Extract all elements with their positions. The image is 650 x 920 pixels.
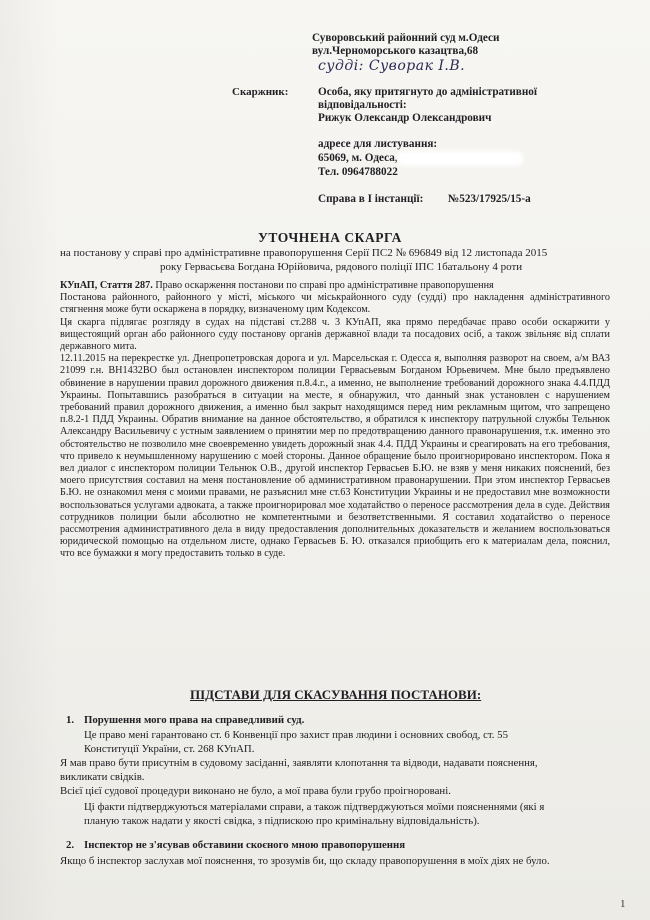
grounds-heading: ПІДСТАВИ ДЛЯ СКАСУВАННЯ ПОСТАНОВИ:	[190, 687, 482, 702]
article-heading: Право оскарження постанови по справі про адміністративне правопорушення	[152, 280, 494, 291]
complainant-label: Скаржник:	[232, 86, 289, 98]
redacted-address	[400, 154, 520, 163]
section-1-number: 1.	[66, 714, 75, 726]
section-1-line-3: Я мав право бути присутнім в судовому засіданні, заявляти клопотання та відводи, надавати пояснення,	[60, 757, 538, 769]
incident-description: 12.11.2015 на перекрестке ул. Днепропетровская дорога и ул. Марсельская г. Одесса я, выполняя разворот на своем, а/м ВАЗ 21099 г.н. ВН1432ВО был остановлен инспектором полиции Гервасьевым Богданом Юрьевичем. Мне было предъявлено обвинение в нарушении правил дорожного движения п.8.4.г., а именно, не выполнение требований дорожного знака 4.4.ПДД Украины. Попытавшись разобраться в ситуации на месте, я обнаружил, что данный знак установлен с нарушением требований правил дорожного движения, а именно был закрыт находящимся перед ним рекламным щитом, что запрещено п.8.2-1 ПДД Украины. Обратив внимание на данное обстоятельство, я обратился к инспектору патрульной службы Тельнюк Александру Васильевичу с устным заявлением о принятии мер по предотвращению данного правонарушения, т.к. именно это обстоятельство не позволило мне своевременно увидеть дорожный знак 4.4. ПДД Украины и среагировать на его требования, что привело к неумышленному нарушению с моей стороны. Данное обращение было проигнорировано инспектором. Пока я вел диалог с инспектором полиции Тельнюк О.В., другой инспектор Гервасьев Б.Ю. не взяв у меня никаких пояснений, без моего присутствия составил на меня постановление об административном правонарушении. При этом инспектор Гервасьев Б.Ю. не ознакомил меня с моими правами, не разъяснил мне ст.63 Конституции Украины и не предоставил мне возможности воспользоваться услугами адвоката, а также проигнорировал мое ходатайство о переносе рассмотрения дела в суде. Действия сотрудников полиции были абсолютно не компетентными и безответственными. Я составил ходатайство о переносе рассмотрения административного дела в виду предоставления дополнительных доказательств и желанием воспользоваться юридической помощью на отдельном листе, однако Гервасьев Б. Ю. отказался приобщить его к материалам дела, пояснил, что все бумажки я могу предоставить только в суде.	[60, 353, 610, 560]
article-paragraph	[60, 280, 610, 292]
section-1-line-2: Конституції України, ст. 268 КУпАП.	[84, 743, 255, 755]
section-1-title: Порушення мого права на справедливий суд.	[84, 714, 305, 726]
section-1-line-7: планую також надати у якості свідка, з підпискою про кримінальну відповідальність).	[84, 815, 480, 827]
court-address: вул.Черноморського казацтва,68	[312, 45, 479, 57]
complainant-name: Рижук Олександр Олександрович	[318, 112, 492, 124]
section-1-line-5: Всієї цієї судової процедури виконано не було, а мої права були грубо проігноровані.	[60, 785, 451, 797]
legal-basis-paragraph: Ця скарга підлягає розгляду в судах на підставі ст.288 ч. 3 КУпАП, яка прямо передбачає право особи оскаржити у вищестоящий орган або районного суду постанову органів державної влади та посадових осіб, а також звільняє від сплати державного мита.	[60, 316, 610, 353]
address-label: адресе для листування:	[318, 138, 438, 150]
article-text: Постанова районного, районного у місті, міського чи міськрайонного суду (судді) про накладення адміністративного стягнення може бути оскаржена в порядку, визначеному цим Кодексом.	[60, 292, 610, 316]
title-subline-2: року Гервасьєва Богдана Юрійовича, рядового поліції ІПС 1батальону 4 роти	[160, 261, 523, 273]
section-2-title: Інспектор не з'ясував обставини скоєного мною правопорушення	[84, 839, 406, 851]
judge-handwritten-note: судді: Суворак І.В.	[318, 58, 466, 74]
court-name: Суворовський районний суд м.Одеси	[312, 32, 500, 44]
scan-shadow	[0, 0, 60, 920]
title-subline-1: на постанову у справі про адміністративне правопорушення Серії ПС2 № 696849 від 12 листопада 2015	[60, 247, 548, 259]
section-1-line-6: Ці факти підтверджуються матеріалами справи, а також підтверджуються моїми поясненнями (які я	[84, 801, 545, 813]
page-number: 1	[620, 898, 626, 910]
section-2-line-1: Якщо б інспектор заслухав мої пояснення, то зрозумів би, що складу правопорушення в моїх діях не було.	[60, 855, 550, 867]
section-2-number: 2.	[66, 839, 75, 851]
section-1-line-4: викликати свідків.	[60, 771, 145, 783]
section-1-line-1: Це право мені гарантовано ст. 6 Конвенції про захист прав людини і основних свобод, ст. 55	[84, 729, 508, 741]
case-number: №523/17925/15-а	[448, 193, 531, 205]
complainant-description-cont: відповідальності:	[318, 99, 407, 111]
article-reference: КУпАП, Стаття 287.	[60, 280, 153, 291]
complaint-body	[60, 280, 610, 561]
phone-number: Тел. 0964788022	[318, 166, 398, 178]
address-value: 65069, м. Одеса,	[318, 152, 398, 164]
complainant-description: Особа, яку притягнуто до адміністративної	[318, 86, 537, 98]
case-label: Справа в І інстанції:	[318, 193, 424, 205]
address-line	[318, 152, 520, 165]
document-title: УТОЧНЕНА СКАРГА	[258, 230, 402, 245]
